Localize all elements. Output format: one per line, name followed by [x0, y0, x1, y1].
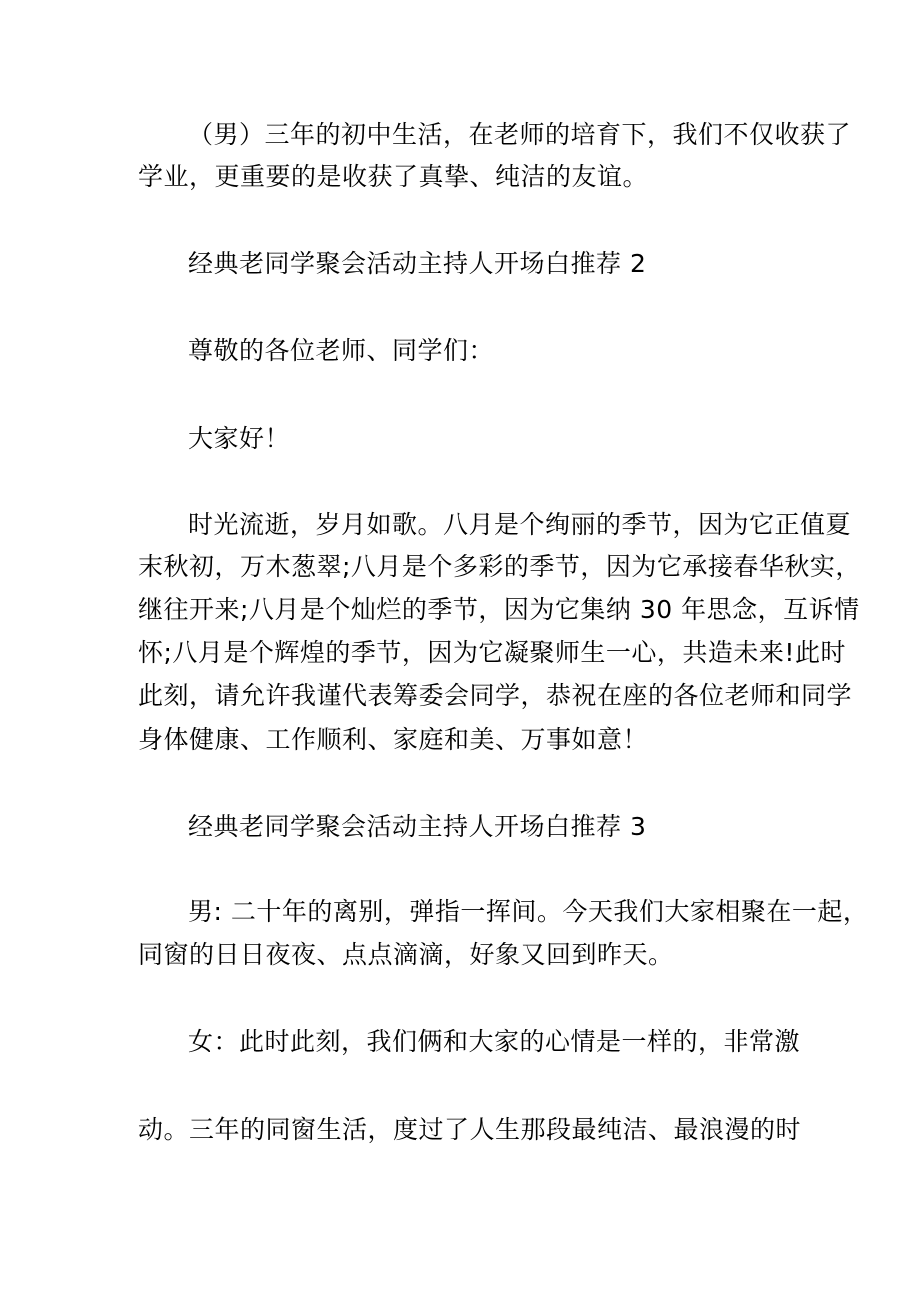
greeting: 大家好！: [188, 424, 291, 453]
paragraph-1-line-2: 学业，更重要的是收获了真挚、纯洁的友谊。: [138, 162, 649, 191]
paragraph-3-line-1: 男: 二十年的离别，弹指一挥间。今天我们大家相聚在一起，: [188, 897, 869, 926]
paragraph-2-line-5: 此刻，请允许我谨代表筹委会同学，恭祝在座的各位老师和同学: [138, 681, 853, 710]
salutation: 尊敬的各位老师、同学们：: [188, 336, 495, 365]
paragraph-5-line-1: 动。三年的同窗生活，度过了人生那段最纯洁、最浪漫的时: [138, 1115, 802, 1144]
paragraph-2-line-6: 身体健康、工作顺利、家庭和美、万事如意！: [138, 725, 649, 754]
paragraph-2-line-4: 怀;八月是个辉煌的季节，因为它凝聚师生一心，共造未来!此时: [138, 638, 846, 667]
paragraph-2-line-2: 末秋初，万木葱翠;八月是个多彩的季节，因为它承接春华秋实，: [138, 552, 861, 581]
paragraph-3-line-2: 同窗的日日夜夜、点点滴滴，好象又回到昨天。: [138, 940, 674, 969]
paragraph-2-line-1: 时光流逝，岁月如歌。八月是个绚丽的季节，因为它正值夏: [188, 510, 852, 539]
paragraph-1-line-1: （男）三年的初中生活，在老师的培育下，我们不仅收获了: [188, 120, 852, 149]
section-heading-2: 经典老同学聚会活动主持人开场白推荐 2: [188, 249, 647, 278]
paragraph-2-line-3: 继往开来;八月是个灿烂的季节，因为它集纳 30 年思念，互诉情: [138, 595, 860, 624]
section-heading-3: 经典老同学聚会活动主持人开场白推荐 3: [188, 812, 647, 841]
paragraph-4-line-1: 女：此时此刻，我们俩和大家的心情是一样的，非常激: [188, 1027, 801, 1056]
